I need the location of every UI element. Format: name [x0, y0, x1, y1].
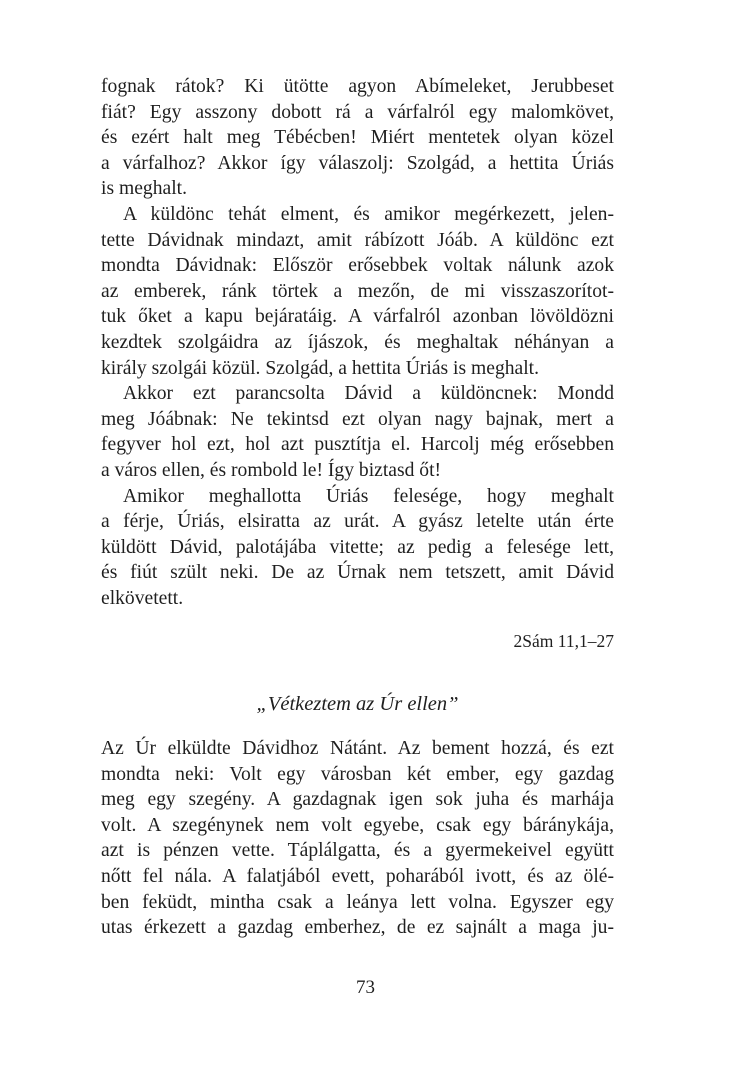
- text-line: ben feküdt, mintha csak a leánya lett volna. Egyszer egy: [101, 891, 614, 913]
- text-line: is meghalt.: [101, 178, 187, 200]
- text-line: és ezért halt meg Tébécben! Miért mentetek olyan közel: [101, 127, 614, 149]
- text-line: fiát? Egy asszony dobott rá a várfalról egy malomkövet,: [101, 101, 614, 123]
- text-line: meg egy szegény. A gazdagnak igen sok juha és marhája: [101, 789, 614, 811]
- text-line: azt is pénzen vette. Táplálgatta, és a gyermekeivel együtt: [101, 840, 614, 862]
- text-line: Akkor ezt parancsolta Dávid a küldöncnek: Mondd: [123, 383, 614, 405]
- text-line: elkövetett.: [101, 587, 184, 609]
- text-line: mondta Dávidnak: Először erősebbek voltak nálunk azok: [101, 255, 614, 277]
- text-line: fegyver hol ezt, hol azt pusztítja el. Harcolj még erősebben: [101, 434, 614, 456]
- text-line: fognak rátok? Ki ütötte agyon Abímeleket, Jerubbeset: [101, 76, 614, 97]
- text-line: meg Jóábnak: Ne tekintsd ezt olyan nagy bajnak, mert a: [101, 408, 614, 430]
- text-line: az emberek, ránk törtek a mezőn, de mi visszaszorítot-: [101, 280, 614, 302]
- text-line: utas érkezett a gazdag emberhez, de ez sajnált a maga ju-: [101, 917, 614, 939]
- text-line: tette Dávidnak mindazt, amit rábízott Jóáb. A küldönc ezt: [101, 229, 614, 251]
- paragraph-5: [101, 736, 614, 941]
- text-line: nőtt fel nála. A falatjából evett, poharából ivott, és az ölé-: [101, 865, 614, 887]
- text-line: a város ellen, és rombold le! Így biztasd őt!: [101, 459, 442, 481]
- text-line: küldött Dávid, palotájába vitette; az pedig a felesége lett,: [101, 536, 614, 558]
- paragraph-1: [101, 74, 614, 202]
- text-line: A küldönc tehát elment, és amikor megérkezett, jelen-: [123, 203, 614, 225]
- text-line: és fiút szült neki. De az Úrnak nem tetszett, amit Dávid: [101, 562, 614, 584]
- paragraph-3: [101, 381, 614, 483]
- text-line: tuk őket a kapu bejáratáig. A várfalról azonban lövöldözni: [101, 306, 614, 328]
- scripture-reference: 2Sám 11,1–27: [513, 631, 614, 651]
- text-line: kezdtek szolgáidra az íjászok, és meghaltak néhányan a: [101, 331, 614, 353]
- text-line: Amikor meghallotta Úriás felesége, hogy meghalt: [123, 485, 614, 507]
- section-heading: „Vétkeztem az Úr ellen”: [256, 693, 459, 715]
- text-line: király szolgái közül. Szolgád, a hettita Úriás is meghalt.: [101, 357, 540, 379]
- text-line: a férje, Úriás, elsiratta az urát. A gyász letelte után érte: [101, 511, 614, 533]
- paragraph-2: [101, 202, 614, 381]
- text-line: Az Úr elküldte Dávidhoz Nátánt. Az bement hozzá, és ezt: [101, 738, 614, 759]
- passage-1: [101, 74, 614, 611]
- page-number: 73: [356, 977, 375, 998]
- paragraph-4: [101, 484, 614, 612]
- text-line: mondta neki: Volt egy városban két ember, egy gazdag: [101, 763, 614, 785]
- text-line: volt. A szegénynek nem volt egyebe, csak egy báránykája,: [101, 814, 614, 836]
- passage-2: [101, 736, 614, 941]
- text-line: a várfalhoz? Akkor így válaszolj: Szolgád, a hettita Úriás: [101, 152, 614, 174]
